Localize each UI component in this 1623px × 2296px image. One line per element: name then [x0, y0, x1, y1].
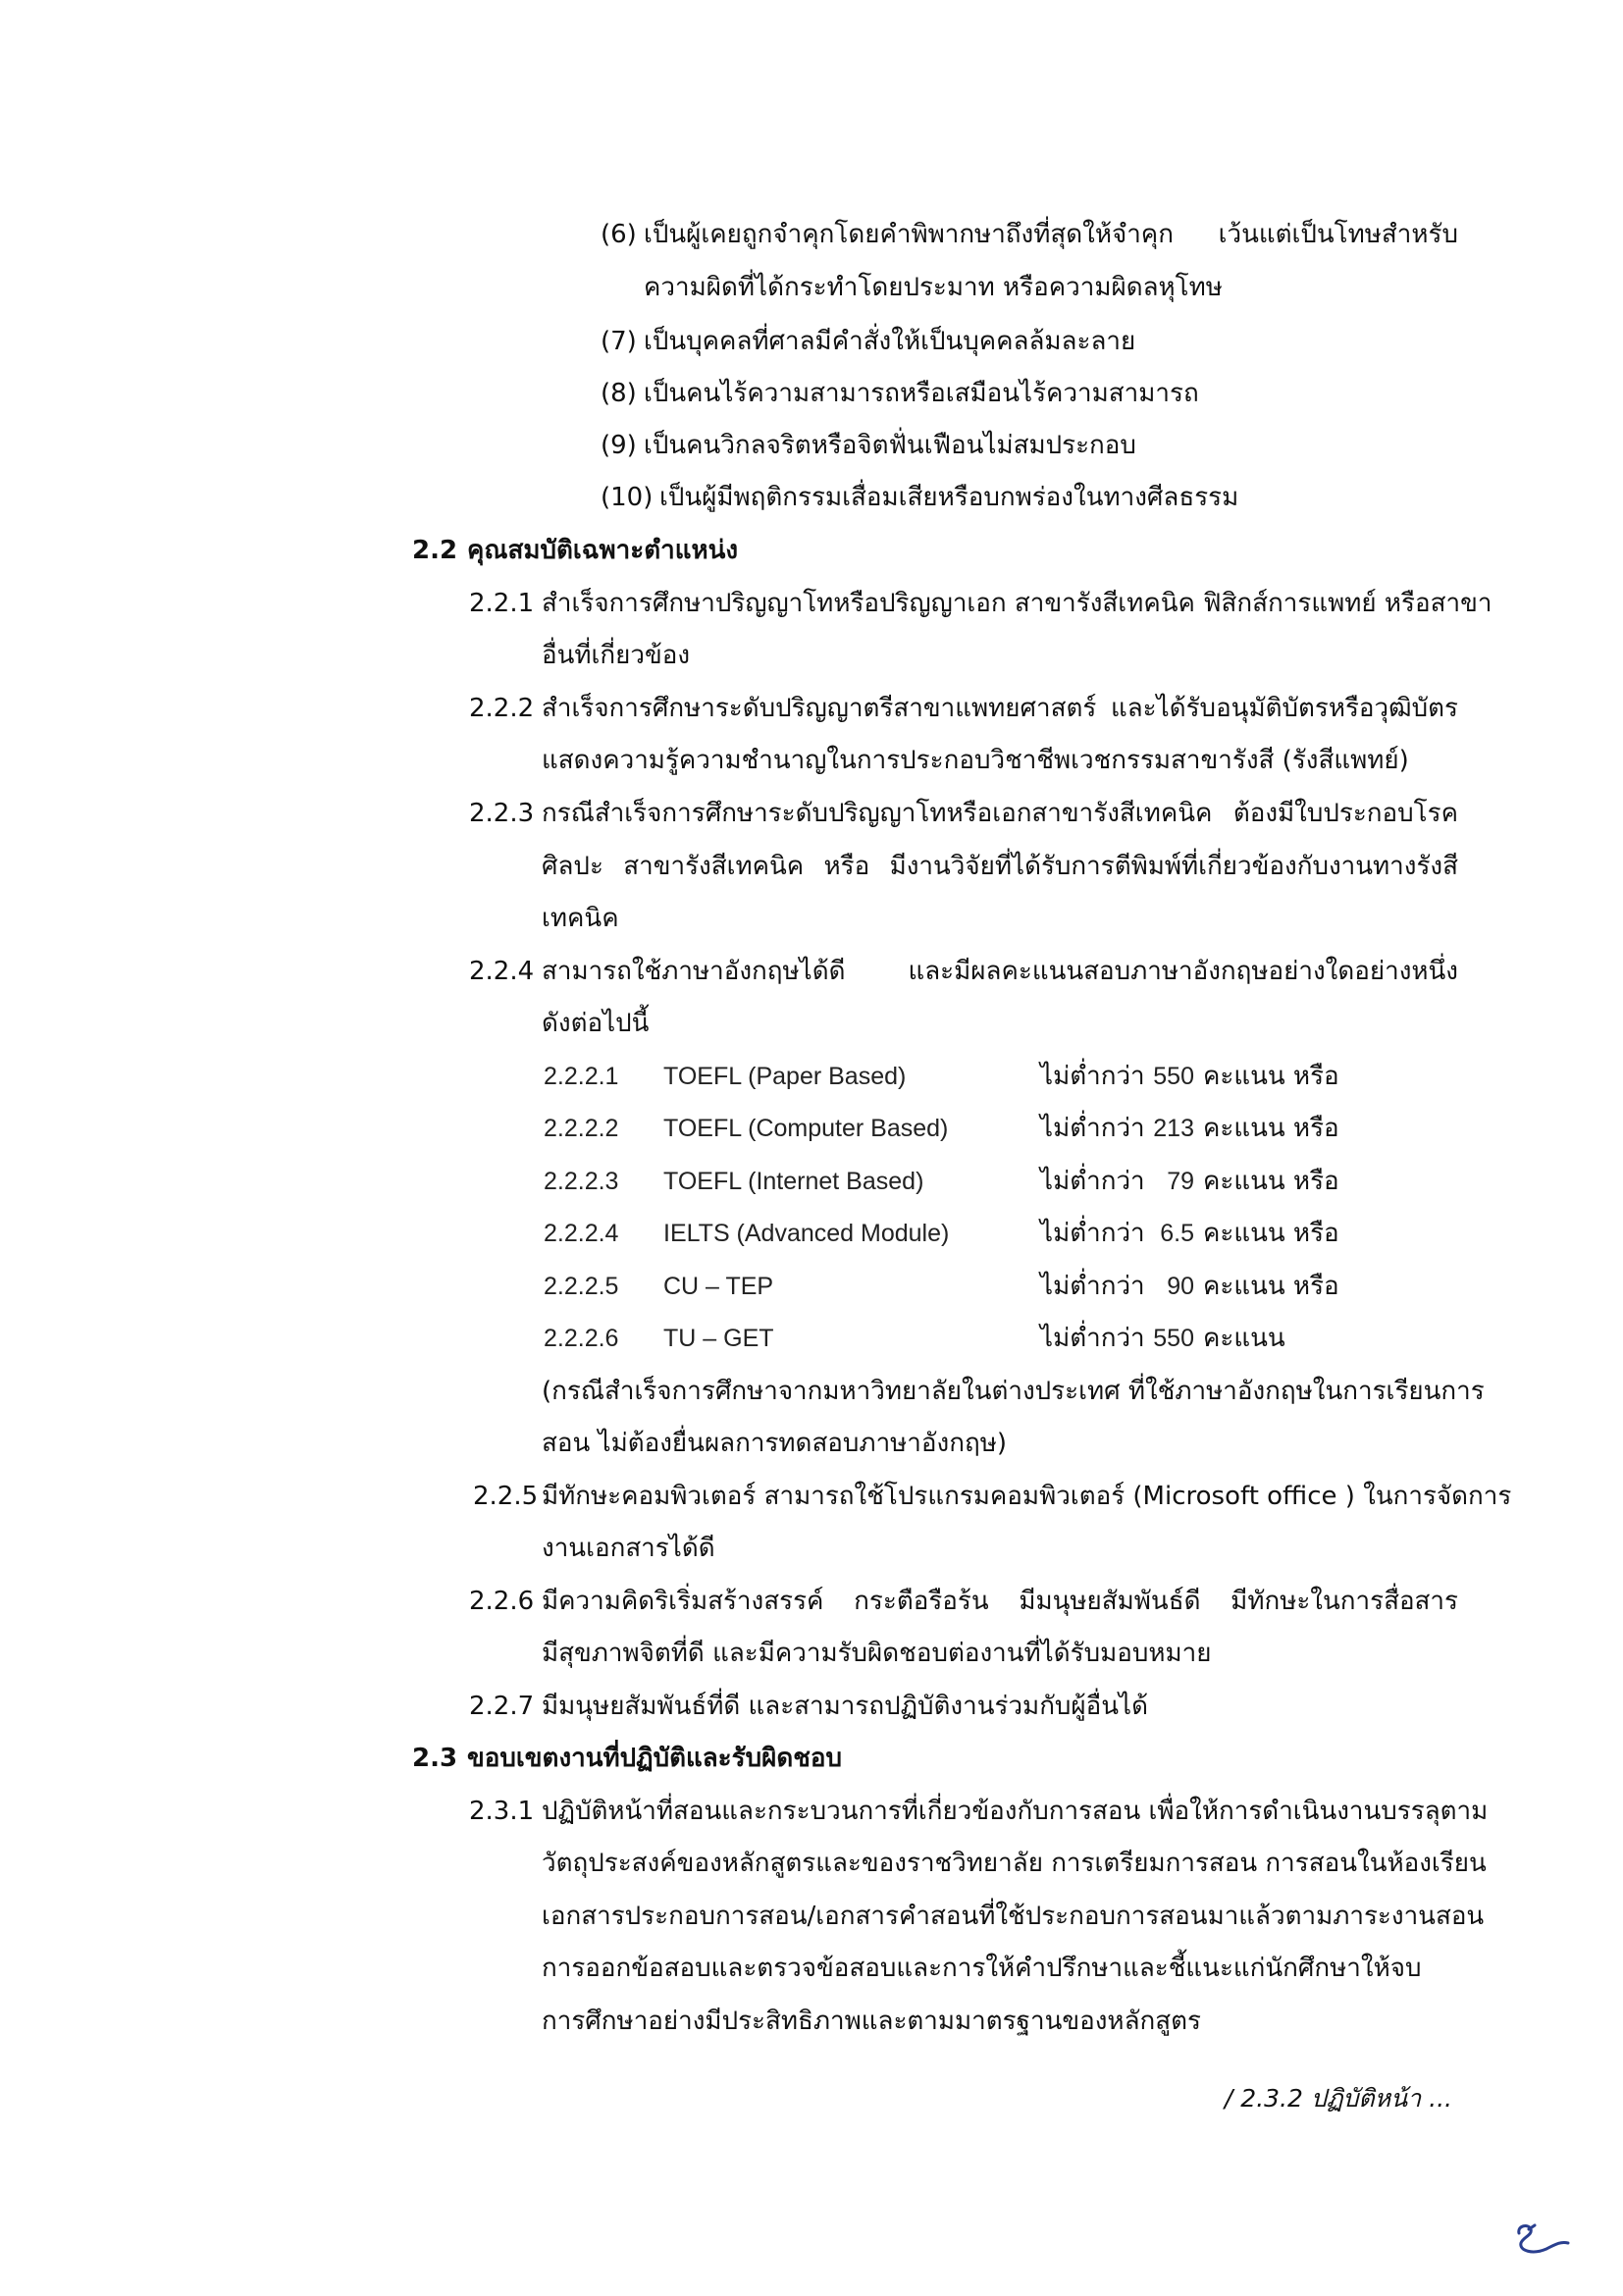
item-text: งานเอกสารได้ดี [542, 1534, 715, 1563]
item-text: ดังต่อไปนี้ [542, 1009, 650, 1038]
section-title: คุณสมบัติเฉพาะตำแหน่ง [467, 536, 739, 565]
item-text: อื่นที่เกี่ยวข้อง [542, 641, 691, 670]
test-name: IELTS (Advanced Module) [663, 1220, 950, 1247]
test-score: 550 [1153, 1325, 1194, 1352]
item-number: 2.2.6 [469, 1587, 535, 1616]
item-text: เป็นคนไร้ความสามารถหรือเสมือนไร้ความสามารถ [644, 379, 1199, 408]
item-text: แสดงความรู้ความชำนาญในการประกอบวิชาชีพเวชกรรมสาขารังสี (รังสีแพทย์) [542, 746, 1409, 775]
item-text: เอกสารประกอบการสอน/เอกสารคำสอนที่ใช้ประกอบการสอนมาแล้วตามภาระงานสอน [542, 1902, 1485, 1931]
test-score: 6.5 [1160, 1220, 1194, 1247]
test-unit: คะแนน หรือ [1203, 1114, 1339, 1143]
test-name: TOEFL (Paper Based) [663, 1063, 907, 1090]
continuation-footer: / 2.3.2 ปฏิบัติหน้า ... [1224, 2084, 1452, 2113]
item-text: ศิลปะ สาขารังสีเทคนิค หรือ มีงานวิจัยที่ได้รับการตีพิมพ์ที่เกี่ยวข้องกับงานทางรังสี [542, 852, 1458, 881]
note-text: (กรณีสำเร็จการศึกษาจากมหาวิทยาลัยในต่างประเทศ ที่ใช้ภาษาอังกฤษในการเรียนการ [542, 1377, 1485, 1406]
test-number: 2.2.2.3 [544, 1168, 619, 1195]
section-number: 2.3 [412, 1744, 458, 1773]
item-number: 2.2.7 [469, 1692, 535, 1721]
test-name: TU – GET [663, 1325, 774, 1352]
item-text: วัตถุประสงค์ของหลักสูตรและของราชวิทยาลัย การเตรียมการสอน การสอนในห้องเรียน [542, 1849, 1487, 1878]
item-number: 2.3.1 [469, 1797, 535, 1826]
test-score: 90 [1167, 1273, 1194, 1300]
test-number: 2.2.2.1 [544, 1063, 619, 1090]
item-number: (6) [601, 220, 637, 249]
item-text: เทคนิค [542, 904, 619, 933]
test-unit: คะแนน หรือ [1203, 1062, 1339, 1091]
section-title: ขอบเขตงานที่ปฏิบัติและรับผิดชอบ [467, 1744, 843, 1773]
test-name: TOEFL (Computer Based) [663, 1115, 949, 1142]
test-requirement: ไม่ต่ำกว่า [1040, 1272, 1145, 1301]
item-text: ปฏิบัติหน้าที่สอนและกระบวนการที่เกี่ยวข้องกับการสอน เพื่อให้การดำเนินงานบรรลุตาม [542, 1797, 1489, 1826]
test-number: 2.2.2.6 [544, 1325, 619, 1352]
test-score: 550 [1153, 1063, 1194, 1090]
item-text: มีสุขภาพจิตที่ดี และมีความรับผิดชอบต่องานที่ได้รับมอบหมาย [542, 1639, 1212, 1668]
item-text: มีความคิดริเริ่มสร้างสรรค์ กระตือรือร้น มีมนุษยสัมพันธ์ดี มีทักษะในการสื่อสาร [542, 1587, 1458, 1616]
item-number: 2.2.3 [469, 799, 535, 828]
item-text: สามารถใช้ภาษาอังกฤษได้ดี และมีผลคะแนนสอบภาษาอังกฤษอย่างใดอย่างหนึ่ง [542, 957, 1458, 986]
test-unit: คะแนน [1203, 1324, 1285, 1353]
test-number: 2.2.2.2 [544, 1115, 619, 1142]
note-text: สอน ไม่ต้องยื่นผลการทดสอบภาษาอังกฤษ) [542, 1429, 1007, 1458]
test-score: 213 [1153, 1115, 1194, 1142]
test-requirement: ไม่ต่ำกว่า [1040, 1219, 1145, 1248]
item-number: 2.2.5 [473, 1482, 539, 1511]
test-requirement: ไม่ต่ำกว่า [1040, 1167, 1145, 1196]
test-unit: คะแนน หรือ [1203, 1219, 1339, 1248]
test-requirement: ไม่ต่ำกว่า [1040, 1114, 1145, 1143]
item-text: เป็นบุคคลที่ศาลมีคำสั่งให้เป็นบุคคลล้มละลาย [644, 327, 1136, 356]
item-text: การศึกษาอย่างมีประสิทธิภาพและตามมาตรฐานของหลักสูตร [542, 2007, 1201, 2036]
item-text: มีทักษะคอมพิวเตอร์ สามารถใช้โปรแกรมคอมพิวเตอร์ (Microsoft office ) ในการจัดการ [542, 1482, 1512, 1511]
test-number: 2.2.2.4 [544, 1220, 619, 1247]
test-score: 79 [1167, 1168, 1194, 1195]
test-requirement: ไม่ต่ำกว่า [1040, 1324, 1145, 1353]
item-text: มีมนุษยสัมพันธ์ที่ดี และสามารถปฏิบัติงานร่วมกับผู้อื่นได้ [542, 1692, 1149, 1721]
test-number: 2.2.2.5 [544, 1273, 619, 1300]
item-text: ความผิดที่ได้กระทำโดยประมาท หรือความผิดลหุโทษ [644, 273, 1223, 302]
item-text: เป็นผู้มีพฤติกรรมเสื่อมเสียหรือบกพร่องในทางศีลธรรม [659, 483, 1239, 512]
section-number: 2.2 [412, 536, 458, 565]
page-number-glyph-icon [1511, 2219, 1572, 2259]
item-text: เป็นผู้เคยถูกจำคุกโดยคำพิพากษาถึงที่สุดให้จำคุก เว้นแต่เป็นโทษสำหรับ [644, 220, 1458, 249]
item-number: (8) [601, 379, 637, 408]
test-name: CU – TEP [663, 1273, 774, 1300]
item-text: สำเร็จการศึกษาระดับปริญญาตรีสาขาแพทยศาสตร์ และได้รับอนุมัติบัตรหรือวุฒิบัตร [542, 694, 1458, 723]
item-number: 2.2.1 [469, 589, 535, 618]
item-text: การออกข้อสอบและตรวจข้อสอบและการให้คำปรึกษาและชี้แนะแก่นักศึกษาให้จบ [542, 1954, 1422, 1983]
item-text: เป็นคนวิกลจริตหรือจิตฟั่นเฟือนไม่สมประกอบ [644, 431, 1136, 460]
item-number: (9) [601, 431, 637, 460]
item-number: 2.2.2 [469, 694, 535, 723]
item-number: 2.2.4 [469, 957, 535, 986]
item-number: (10) [601, 483, 654, 512]
item-text: สำเร็จการศึกษาปริญญาโทหรือปริญญาเอก สาขารังสีเทคนิค ฟิสิกส์การแพทย์ หรือสาขา [542, 589, 1492, 618]
page-number-mark [1511, 2219, 1572, 2259]
item-number: (7) [601, 327, 637, 356]
test-name: TOEFL (Internet Based) [663, 1168, 924, 1195]
test-unit: คะแนน หรือ [1203, 1167, 1339, 1196]
item-text: กรณีสำเร็จการศึกษาระดับปริญญาโทหรือเอกสาขารังสีเทคนิค ต้องมีใบประกอบโรค [542, 799, 1458, 828]
test-requirement: ไม่ต่ำกว่า [1040, 1062, 1145, 1091]
test-unit: คะแนน หรือ [1203, 1272, 1339, 1301]
